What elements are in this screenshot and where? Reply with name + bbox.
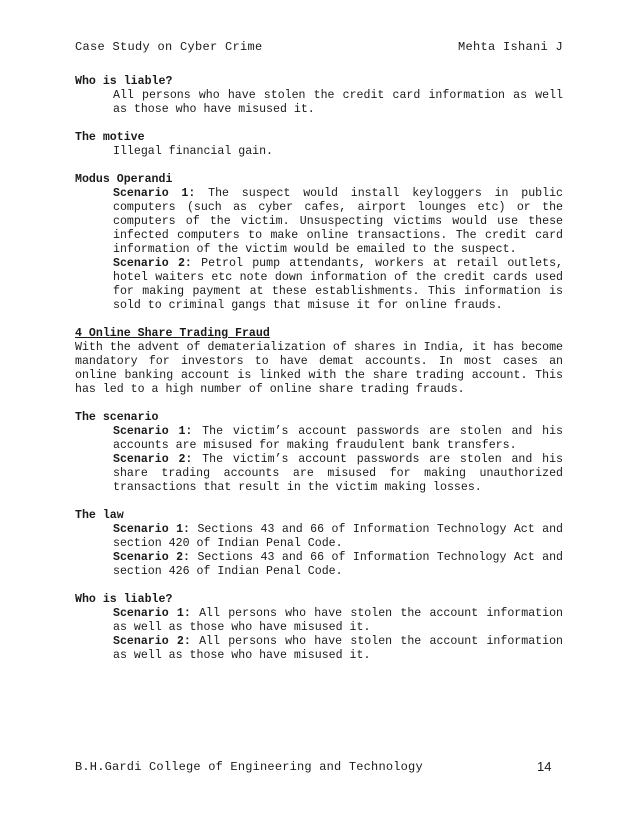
scenario-paragraph <box>75 523 563 551</box>
scenario-label: Scenario 2: <box>113 453 193 466</box>
page-number: 14 <box>537 759 552 774</box>
scenario-label: Scenario 2: <box>113 635 191 648</box>
scenario-label: Scenario 1: <box>113 187 196 200</box>
scenario-text: The victim’s account passwords are stolen and his accounts are misused for making fraudulent bank transfers. <box>113 425 563 452</box>
scenario-label: Scenario 1: <box>113 607 191 620</box>
scenario-label: Scenario 2: <box>113 257 192 270</box>
section-heading: The scenario <box>75 411 159 424</box>
scenario-label: Scenario 1: <box>113 425 193 438</box>
paragraph: All persons who have stolen the credit card information as well as those who have misused it. <box>113 89 563 116</box>
section-heading: The law <box>75 509 124 522</box>
section-who-is-liable-2 <box>75 593 563 663</box>
section-heading: Who is liable? <box>75 75 173 88</box>
section-heading: Who is liable? <box>75 593 173 606</box>
scenario-label: Scenario 1: <box>113 523 191 536</box>
scenario-text: The suspect would install keyloggers in public computers (such as cyber cafes, airport lounges etc) or the computers of the victim. Unsuspecting victims would use these infected computers to make online transactions. The credit card information of the victim would be emailed to the suspect. <box>113 187 564 256</box>
header-author: Mehta Ishani J <box>457 40 563 54</box>
section-heading: The motive <box>75 131 145 144</box>
scenario-paragraph <box>75 425 563 453</box>
scenario-paragraph <box>75 257 563 313</box>
scenario-paragraph <box>75 453 563 495</box>
header-title: Case Study on Cyber Crime <box>75 40 263 54</box>
chapter-heading: 4 Online Share Trading Fraud <box>75 327 270 340</box>
scenario-text: Petrol pump attendants, workers at retail outlets, hotel waiters etc note down information of the credit cards used for making payment at these establishments. This information is sold to criminal gangs that misuse it for online frauds. <box>113 257 564 312</box>
section-heading: Modus Operandi <box>75 173 173 186</box>
page-body <box>75 75 563 677</box>
scenario-text: Sections 43 and 66 of Information Technology Act and section 426 of Indian Penal Code. <box>113 551 564 578</box>
scenario-paragraph <box>75 187 563 257</box>
section-motive <box>75 131 563 159</box>
scenario-text: All persons who have stolen the account information as well as those who have misused it. <box>113 607 563 634</box>
paragraph: Illegal financial gain. <box>113 145 274 158</box>
section-modus-operandi <box>75 173 563 313</box>
footer-institution: B.H.Gardi College of Engineering and Technology <box>75 760 423 774</box>
scenario-label: Scenario 2: <box>113 551 191 564</box>
scenario-paragraph <box>75 607 563 635</box>
scenario-text: Sections 43 and 66 of Information Technology Act and section 420 of Indian Penal Code. <box>113 523 564 550</box>
section-the-scenario <box>75 411 563 495</box>
scenario-text: The victim’s account passwords are stolen and his share trading accounts are misused for making unauthorized transactions that result in the victim making losses. <box>113 453 563 494</box>
scenario-text: All persons who have stolen the account information as well as those who have misused it. <box>113 635 563 662</box>
section-share-trading-fraud <box>75 327 563 397</box>
scenario-paragraph <box>75 551 563 579</box>
scenario-paragraph <box>75 635 563 663</box>
section-the-law <box>75 509 563 579</box>
section-who-is-liable-1 <box>75 75 563 117</box>
paragraph: With the advent of dematerialization of shares in India, it has become mandatory for investors to have demat accounts. In most cases an online banking account is linked with the share trading account. This has led to a high number of online share trading frauds. <box>75 341 563 396</box>
